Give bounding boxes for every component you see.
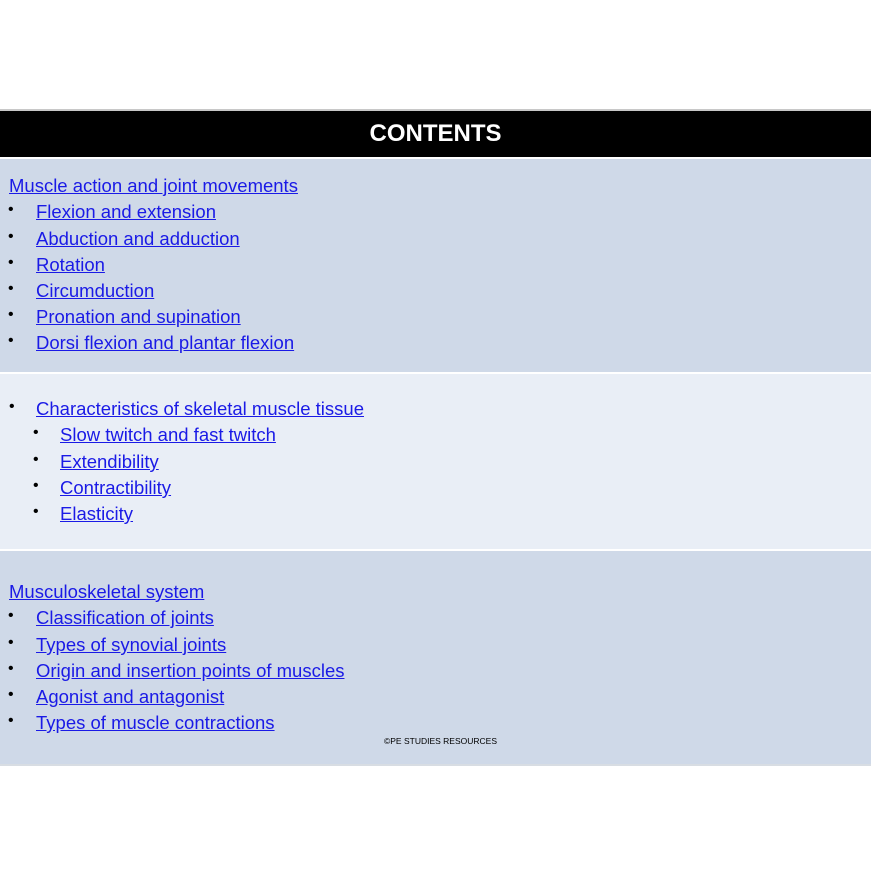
copyright-text: ©PE STUDIES RESOURCES xyxy=(384,736,498,746)
list-item-link[interactable]: Pronation and supination xyxy=(36,306,241,327)
section-musculoskeletal-system xyxy=(0,549,871,764)
bullet-icon: • xyxy=(8,280,14,297)
list-item-link[interactable]: Flexion and extension xyxy=(36,201,216,222)
list-item xyxy=(36,685,224,709)
list-item-link[interactable]: Classification of joints xyxy=(36,607,214,628)
list-item xyxy=(60,502,133,526)
bullet-icon: • xyxy=(8,306,14,323)
list-item xyxy=(36,279,154,303)
list-item xyxy=(36,253,105,277)
bullet-icon: • xyxy=(8,712,14,729)
contents-table xyxy=(0,109,871,766)
bullet-icon: • xyxy=(8,201,14,218)
bullet-icon: • xyxy=(8,254,14,271)
list-item-link[interactable]: Circumduction xyxy=(36,280,155,301)
bullet-icon: • xyxy=(8,634,14,651)
list-item xyxy=(36,711,275,735)
list-item xyxy=(60,450,159,474)
list-item-link[interactable]: Dorsi flexion and plantar flexion xyxy=(36,332,295,353)
list-item-link[interactable]: Types of muscle contractions xyxy=(36,712,275,733)
section-heading xyxy=(9,580,204,604)
bullet-icon: • xyxy=(8,686,14,703)
section-heading-link[interactable]: Characteristics of skeletal muscle tissue xyxy=(36,398,364,419)
list-item xyxy=(36,633,226,657)
bullet-icon: • xyxy=(33,451,39,468)
section-skeletal-muscle-tissue xyxy=(0,372,871,549)
list-item-link[interactable]: Elasticity xyxy=(60,503,133,524)
bullet-icon: • xyxy=(33,477,39,494)
section-heading xyxy=(9,174,298,198)
list-item xyxy=(36,606,214,630)
list-item-link[interactable]: Origin and insertion points of muscles xyxy=(36,660,345,681)
list-item xyxy=(60,476,171,500)
bullet-icon: • xyxy=(8,228,14,245)
section-heading-link[interactable]: Muscle action and joint movements xyxy=(9,175,298,196)
list-item-link[interactable]: Abduction and adduction xyxy=(36,228,240,249)
section-heading-link[interactable]: Musculoskeletal system xyxy=(9,581,205,602)
list-item-link[interactable]: Rotation xyxy=(36,254,105,275)
list-item xyxy=(36,200,216,224)
bullet-icon: • xyxy=(9,398,15,415)
list-item-link[interactable]: Types of synovial joints xyxy=(36,634,227,655)
bullet-icon: • xyxy=(8,660,14,677)
list-item-link[interactable]: Slow twitch and fast twitch xyxy=(60,424,276,445)
section-heading xyxy=(36,397,364,421)
bullet-icon: • xyxy=(8,332,14,349)
section-muscle-action xyxy=(0,157,871,372)
list-item-link[interactable]: Extendibility xyxy=(60,451,159,472)
list-item xyxy=(36,305,241,329)
list-item-link[interactable]: Contractibility xyxy=(60,477,172,498)
list-item xyxy=(36,659,344,683)
list-item xyxy=(60,423,276,447)
bullet-icon: • xyxy=(33,424,39,441)
bullet-icon: • xyxy=(8,607,14,624)
contents-title: CONTENTS xyxy=(0,111,871,157)
list-item xyxy=(36,227,240,251)
list-item-link[interactable]: Agonist and antagonist xyxy=(36,686,225,707)
list-item xyxy=(36,331,294,355)
bullet-icon: • xyxy=(33,503,39,520)
